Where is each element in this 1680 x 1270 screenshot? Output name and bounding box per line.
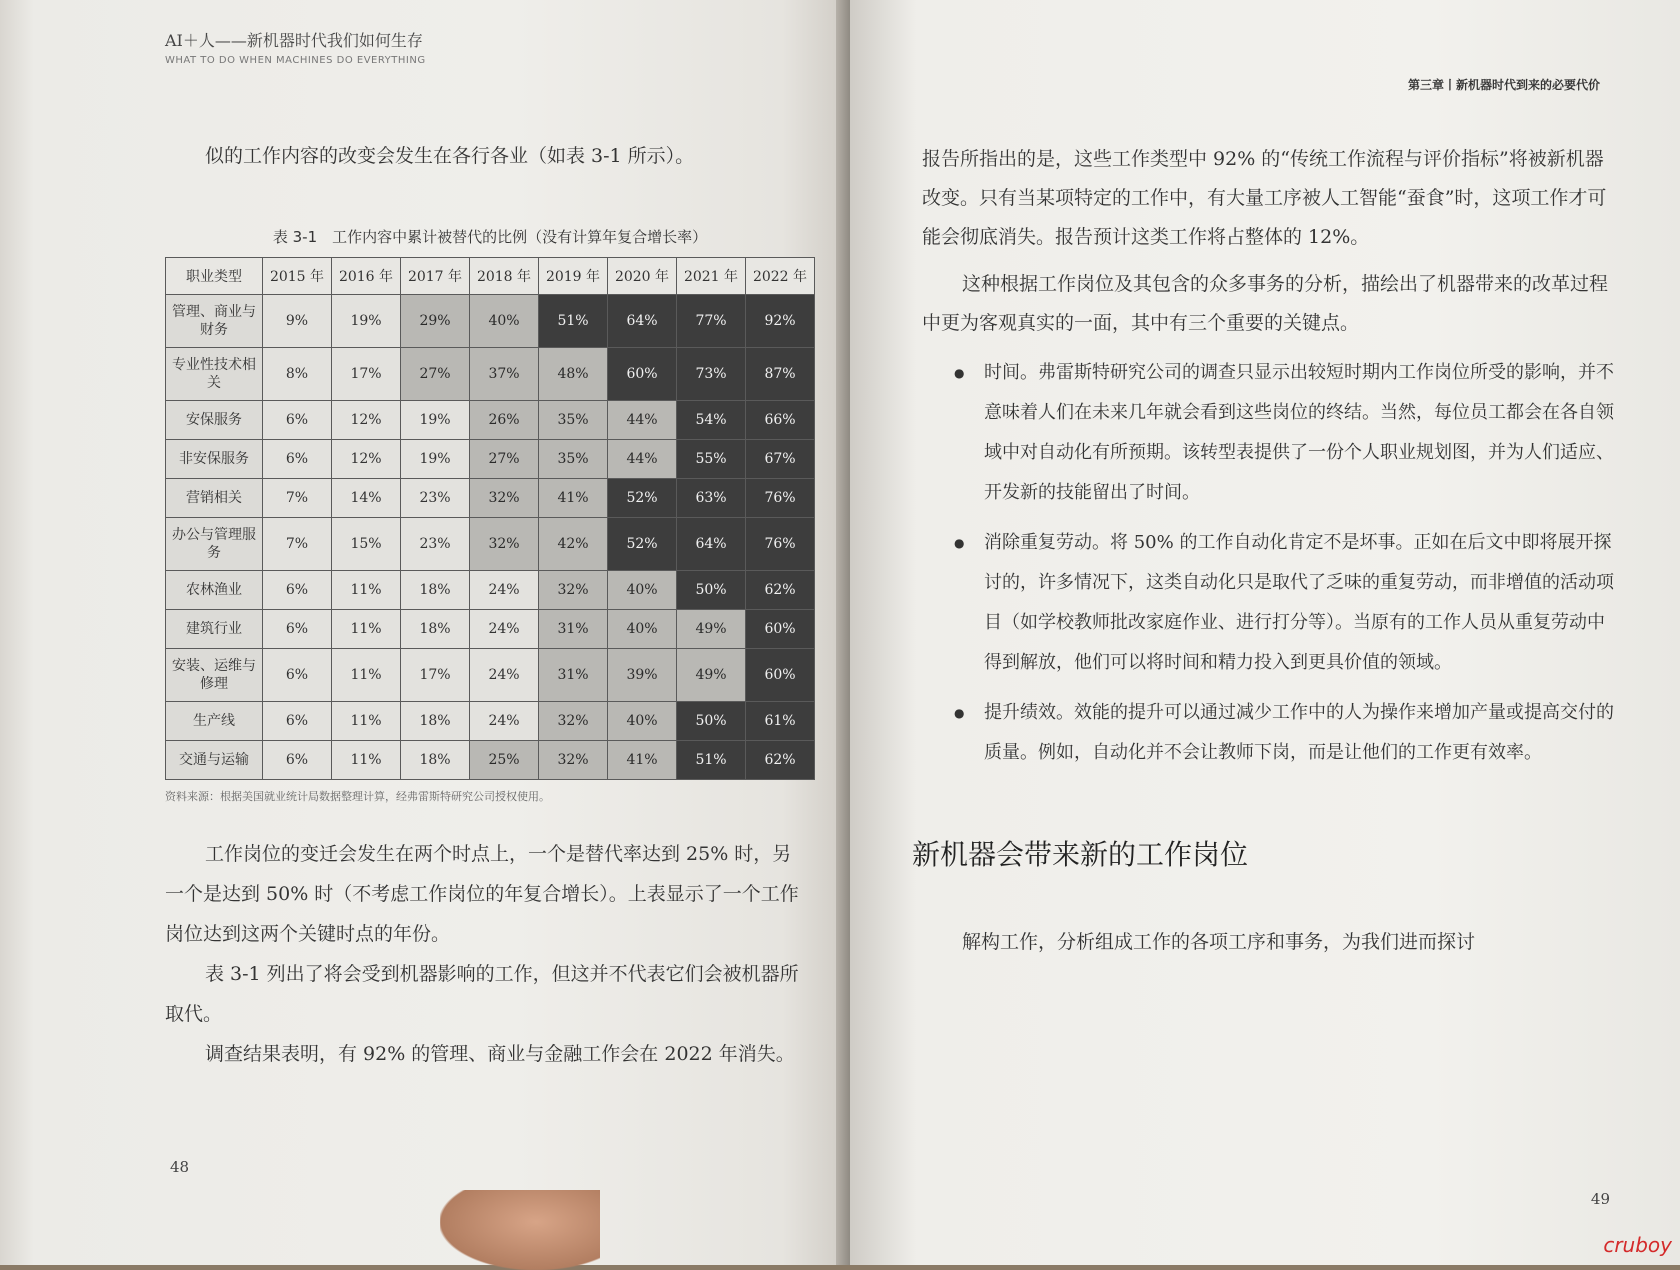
table-cell: 17%: [401, 649, 470, 702]
table-cell: 17%: [332, 348, 401, 401]
table-cell: 11%: [332, 702, 401, 741]
closing-line: 解构工作，分析组成工作的各项工序和事务，为我们进而探讨: [962, 931, 1476, 953]
source-note: 资料来源：根据美国就业统计局数据整理计算，经弗雷斯特研究公司授权使用。: [165, 790, 550, 803]
table-header-cell: 2022 年: [746, 258, 815, 295]
table-cell: 39%: [608, 649, 677, 702]
table-cell: 44%: [608, 440, 677, 479]
table-cell: 6%: [263, 440, 332, 479]
table-cell: 35%: [539, 401, 608, 440]
table-header-cell: 2016 年: [332, 258, 401, 295]
table-cell: 31%: [539, 610, 608, 649]
table-cell: 64%: [677, 518, 746, 571]
table-row: [166, 610, 815, 649]
table-cell: 42%: [539, 518, 608, 571]
table-cell: 32%: [470, 518, 539, 571]
table-cell: 11%: [332, 571, 401, 610]
table-cell: 37%: [470, 348, 539, 401]
key-points-list: [962, 353, 1620, 773]
table-cell: 73%: [677, 348, 746, 401]
table-cell: 62%: [746, 741, 815, 780]
table-cell: 18%: [401, 610, 470, 649]
table-cell: 23%: [401, 518, 470, 571]
table-cell: 12%: [332, 401, 401, 440]
table-row: [166, 440, 815, 479]
table-cell: 24%: [470, 610, 539, 649]
list-item: ● 提升绩效。效能的提升可以通过减少工作中的人为操作来增加产量或提高交付的质量。例如，自动化并不会让教师下岗，而是让他们的工作更有效率。: [962, 693, 1620, 773]
running-head-title: AI＋人——新机器时代我们如何生存: [165, 31, 423, 50]
table-cell: 87%: [746, 348, 815, 401]
table-cell: 29%: [401, 295, 470, 348]
table-row: [166, 401, 815, 440]
table-cell: 27%: [470, 440, 539, 479]
page-number: 49: [1590, 1190, 1610, 1208]
right-page: [850, 0, 1680, 1265]
table-row-label: 农林渔业: [166, 571, 263, 610]
table-row-label: 营销相关: [166, 479, 263, 518]
running-head: 第三章丨新机器时代到来的必要代价: [1407, 78, 1600, 92]
table-cell: 7%: [263, 479, 332, 518]
paragraph: 调查结果表明，有 92% 的管理、商业与金融工作会在 2022 年消失。: [205, 1043, 795, 1065]
intro-line: 似的工作内容的改变会发生在各行各业（如表 3-1 所示）。: [205, 145, 695, 167]
table-header-cell: 2015 年: [263, 258, 332, 295]
table-cell: 32%: [470, 479, 539, 518]
table-cell: 55%: [677, 440, 746, 479]
table-cell: 49%: [677, 610, 746, 649]
table-cell: 50%: [677, 702, 746, 741]
table-row-label: 非安保服务: [166, 440, 263, 479]
running-head-subtitle: WHAT TO DO WHEN MACHINES DO EVERYTHING: [165, 55, 426, 66]
table-row-label: 办公与管理服务: [166, 518, 263, 571]
table-cell: 31%: [539, 649, 608, 702]
table-cell: 11%: [332, 610, 401, 649]
replacement-table: [165, 257, 815, 780]
page-number: 48: [170, 1158, 190, 1176]
table-header-cell: 2019 年: [539, 258, 608, 295]
table-cell: 67%: [746, 440, 815, 479]
table-cell: 19%: [401, 401, 470, 440]
table-cell: 6%: [263, 649, 332, 702]
table-cell: 48%: [539, 348, 608, 401]
table-cell: 64%: [608, 295, 677, 348]
table-cell: 19%: [401, 440, 470, 479]
table-cell: 26%: [470, 401, 539, 440]
table-cell: 50%: [677, 571, 746, 610]
table-cell: 6%: [263, 741, 332, 780]
table-cell: 6%: [263, 702, 332, 741]
table-cell: 54%: [677, 401, 746, 440]
table-cell: 51%: [677, 741, 746, 780]
table-cell: 23%: [401, 479, 470, 518]
table-row: [166, 571, 815, 610]
table-body: [166, 295, 815, 780]
table-cell: 11%: [332, 741, 401, 780]
table-row: [166, 741, 815, 780]
table-cell: 77%: [677, 295, 746, 348]
table-cell: 24%: [470, 571, 539, 610]
table-cell: 40%: [608, 571, 677, 610]
table-row: [166, 702, 815, 741]
table-cell: 51%: [539, 295, 608, 348]
table-row: [166, 348, 815, 401]
table-row: [166, 295, 815, 348]
paragraph: 报告所指出的是，这些工作类型中 92% 的“传统工作流程与评价指标”将被新机器改变。只有当某项特定的工作中，有大量工序被人工智能“蚕食”时，这项工作才可能会彻底消失。报告预计这类工作将占整体的 12%。: [922, 148, 1607, 248]
table-row-label: 管理、商业与财务: [166, 295, 263, 348]
watermark: cruboy: [1603, 1233, 1672, 1257]
table-cell: 19%: [332, 295, 401, 348]
table-cell: 18%: [401, 741, 470, 780]
table-cell: 60%: [746, 610, 815, 649]
table-row-label: 交通与运输: [166, 741, 263, 780]
table-cell: 35%: [539, 440, 608, 479]
table-header-cell: 2018 年: [470, 258, 539, 295]
table-cell: 9%: [263, 295, 332, 348]
table-header-row: [166, 258, 815, 295]
list-item: ● 消除重复劳动。将 50% 的工作自动化肯定不是坏事。正如在后文中即将展开探讨的，许多情况下，这类自动化只是取代了乏味的重复劳动，而非增值的活动项目（如学校教师批改家庭作业、进行打分等）。当原有的工作人员从重复劳动中得到解放，他们可以将时间和精力投入到更具价值的领域。: [962, 523, 1620, 683]
table-cell: 14%: [332, 479, 401, 518]
table-cell: 76%: [746, 479, 815, 518]
table-row: [166, 479, 815, 518]
table-cell: 6%: [263, 571, 332, 610]
table-row-label: 生产线: [166, 702, 263, 741]
list-item: ● 时间。弗雷斯特研究公司的调查只显示出较短时期内工作岗位所受的影响，并不意味着人们在未来几年就会看到这些岗位的终结。当然，每位员工都会在各自领域中对自动化有所预期。该转型表提供了一份个人职业规划图，并为人们适应、开发新的技能留出了时间。: [962, 353, 1620, 513]
paragraph: 工作岗位的变迁会发生在两个时点上，一个是替代率达到 25% 时，另一个是达到 50% 时（不考虑工作岗位的年复合增长）。上表显示了一个工作岗位达到这两个关键时点的年份。: [165, 843, 799, 945]
table-cell: 27%: [401, 348, 470, 401]
table-header-cell: 2017 年: [401, 258, 470, 295]
table-cell: 32%: [539, 571, 608, 610]
table-cell: 8%: [263, 348, 332, 401]
table-cell: 32%: [539, 741, 608, 780]
table-row-label: 建筑行业: [166, 610, 263, 649]
table-cell: 60%: [608, 348, 677, 401]
table-cell: 60%: [746, 649, 815, 702]
table-cell: 44%: [608, 401, 677, 440]
table-cell: 11%: [332, 649, 401, 702]
table-cell: 62%: [746, 571, 815, 610]
table-header-cell: 2020 年: [608, 258, 677, 295]
table-cell: 63%: [677, 479, 746, 518]
table-cell: 40%: [608, 702, 677, 741]
table-cell: 32%: [539, 702, 608, 741]
table-cell: 18%: [401, 702, 470, 741]
table-cell: 66%: [746, 401, 815, 440]
table-cell: 24%: [470, 702, 539, 741]
table-row-label: 安装、运维与修理: [166, 649, 263, 702]
table-cell: 40%: [608, 610, 677, 649]
table-row-label: 安保服务: [166, 401, 263, 440]
table-cell: 12%: [332, 440, 401, 479]
table-row-label: 专业性技术相关: [166, 348, 263, 401]
table-cell: 41%: [608, 741, 677, 780]
table-cell: 15%: [332, 518, 401, 571]
table-cell: 25%: [470, 741, 539, 780]
table-cell: 52%: [608, 518, 677, 571]
table-cell: 92%: [746, 295, 815, 348]
paragraph: 表 3-1 列出了将会受到机器影响的工作，但这并不代表它们会被机器所取代。: [165, 963, 799, 1025]
table-cell: 18%: [401, 571, 470, 610]
thumb-holding-page: [440, 1190, 600, 1270]
table-cell: 24%: [470, 649, 539, 702]
running-head: [165, 28, 810, 66]
table-cell: 49%: [677, 649, 746, 702]
table-cell: 52%: [608, 479, 677, 518]
table-cell: 6%: [263, 401, 332, 440]
table-cell: 40%: [470, 295, 539, 348]
table-row: [166, 649, 815, 702]
table-cell: 7%: [263, 518, 332, 571]
section-title: 新机器会带来新的工作岗位: [912, 838, 1249, 871]
table-caption: 表 3-1 工作内容中累计被替代的比例（没有计算年复合增长率）: [272, 228, 708, 246]
table-cell: 41%: [539, 479, 608, 518]
table-header-cell: 职业类型: [166, 258, 263, 295]
table-cell: 61%: [746, 702, 815, 741]
table-cell: 6%: [263, 610, 332, 649]
paragraph: 这种根据工作岗位及其包含的众多事务的分析，描绘出了机器带来的改革过程中更为客观真实的一面，其中有三个重要的关键点。: [922, 273, 1609, 334]
table-row: [166, 518, 815, 571]
table-header-cell: 2021 年: [677, 258, 746, 295]
table-cell: 76%: [746, 518, 815, 571]
